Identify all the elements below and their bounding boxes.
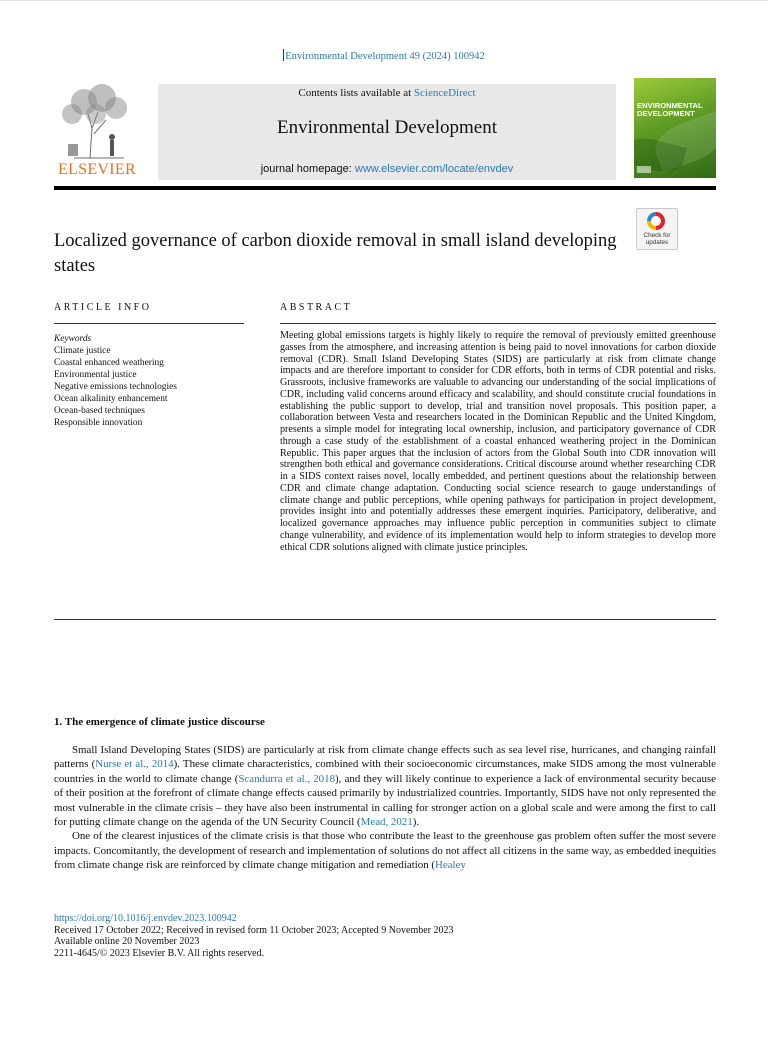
top-border [0, 0, 768, 1]
keyword-item: Coastal enhanced weathering [54, 358, 164, 368]
citation-link[interactable]: Nurse et al., 2014 [95, 758, 174, 771]
keyword-item: Environmental justice [54, 370, 137, 380]
journal-cover-image[interactable] [634, 78, 716, 178]
doi-link[interactable]: https://doi.org/10.1016/j.envdev.2023.100942 [54, 913, 237, 924]
contents-line [158, 87, 616, 99]
citation-link[interactable]: Mead, 2021 [360, 816, 413, 829]
cover-publisher-logo [637, 166, 651, 173]
homepage-prefix: journal homepage: [260, 163, 355, 175]
copyright: 2211-4645/© 2023 Elsevier B.V. All rights reserved. [54, 947, 265, 959]
divider [54, 619, 716, 620]
citation-link[interactable]: Healey [435, 859, 466, 872]
keyword-item: Climate justice [54, 346, 111, 356]
check-updates-icon [647, 212, 665, 230]
article-info-heading: ARTICLE INFO [54, 302, 152, 313]
elsevier-wordmark: ELSEVIER [58, 161, 136, 178]
divider [280, 323, 716, 324]
article-footer [54, 913, 654, 959]
keyword-item: Responsible innovation [54, 418, 143, 428]
body-text [54, 743, 716, 873]
divider [54, 323, 244, 324]
abstract-text: Meeting global emissions targets is highly likely to require the removal of previously emitted greenhouse gasses from the atmosphere, and increasing attention is being paid to novel innovations for carbon dioxide removal (CDR). Small Island Developing States (SIDS) are particularly at risk from climate change impacts and are therefore important to consider for CDR efforts, both in terms of CDR potential and risks. Grassroots, inclusive frameworks are valuable to advancing our understanding of the social implications of CDR, including valid concerns around efficacy and scalability, and should constitute crucial foundations in establishing the public support to develop, trial and transition novel proposals. This position paper, a collaboration between Vesta and researchers located in the Dominican Republic and the United Kingdom, presents a simple model for integrating local ownership, inclusion, and participatory governance of CDR through a case study of the establishment of a coastal enhanced weathering project in the Dominican Republic. This paper argues that the inclusion of actors from the Global South into CDR innovation will strengthen both ethical and governance considerations. Critical discourse around whether researching CDR in a SIDS context raises novel, locally embedded, and pertinent questions about the relationship between CDR and climate change adaptation. Conducting social science research to gauge understandings of climate change and public perceptions, while opening pathways for participation in project development, provides insight into and potentially addresses these emergent inquiries. Participatory, deliberative, and localized governance approaches may influence public perception in communities subject to climate change vulnerability, and evidence of its implementation would help to inform strategies to develop more ethical CDR solutions aligned with climate justice principles. [280, 330, 716, 553]
citation-link[interactable]: Scandurra et al., 2018 [238, 772, 336, 785]
check-updates-label: Check for updates [643, 232, 671, 246]
keyword-item: Ocean alkalinity enhancement [54, 394, 168, 404]
cover-title: ENVIRONMENTAL DEVELOPMENT [637, 101, 703, 118]
keywords-label: Keywords [54, 334, 92, 344]
received-dates: Received 17 October 2022; Received in revised form 11 October 2023; Accepted 9 November 2023 [54, 924, 454, 936]
journal-reference-link[interactable]: Environmental Development 49 (2024) 100942 [285, 51, 485, 62]
keyword-item: Ocean-based techniques [54, 406, 145, 416]
homepage-link[interactable]: www.elsevier.com/locate/envdev [354, 163, 514, 175]
paragraph: One of the clearest injustices of the climate crisis is that those who contribute the least to the greenhouse gas problem often suffer the most severe impacts. Concomitantly, the development of research and implementation of solutions do not affect all citizens in the same way, as embedded inequities from climate change risk are reinforced by climate change mitigation and remediation (Healey [54, 830, 716, 872]
paragraph: Small Island Developing States (SIDS) are particularly at risk from climate change effects such as sea level rise, hurricanes, and changing rainfall patterns (Nurse et al., 2014). These climate characteristics, combined with their socioeconomic circumstances, make SIDS among the most vulnerable countries in the world to climate change (Scandurra et al., 2018), and they will likely continue to experience a lack of environmental security because of their position at the forefront of climate change effects caused primarily by industrialized countries. Importantly, SIDS have not only represented the most vulnerable in the climate crisis – they have also been instrumental in calling for stronger action on a global scale and were among the first to call for putting climate change on the agenda of the UN Security Council (Mead, 2021). [54, 744, 717, 829]
section-heading: 1. The emergence of climate justice discourse [54, 716, 265, 728]
available-online: Available online 20 November 2023 [54, 936, 200, 948]
check-for-updates-button[interactable] [636, 208, 678, 250]
contents-prefix: Contents lists available at [298, 87, 414, 99]
keyword-item: Negative emissions technologies [54, 382, 177, 392]
sciencedirect-link[interactable]: ScienceDirect [413, 87, 476, 99]
homepage-line [158, 163, 616, 175]
article-title: Localized governance of carbon dioxide removal in small island developing states [54, 231, 617, 276]
abstract-heading: ABSTRACT [280, 302, 353, 313]
keywords-list [54, 333, 254, 429]
header-rule [54, 186, 716, 190]
journal-reference [0, 49, 768, 62]
journal-title: Environmental Development [276, 117, 498, 138]
